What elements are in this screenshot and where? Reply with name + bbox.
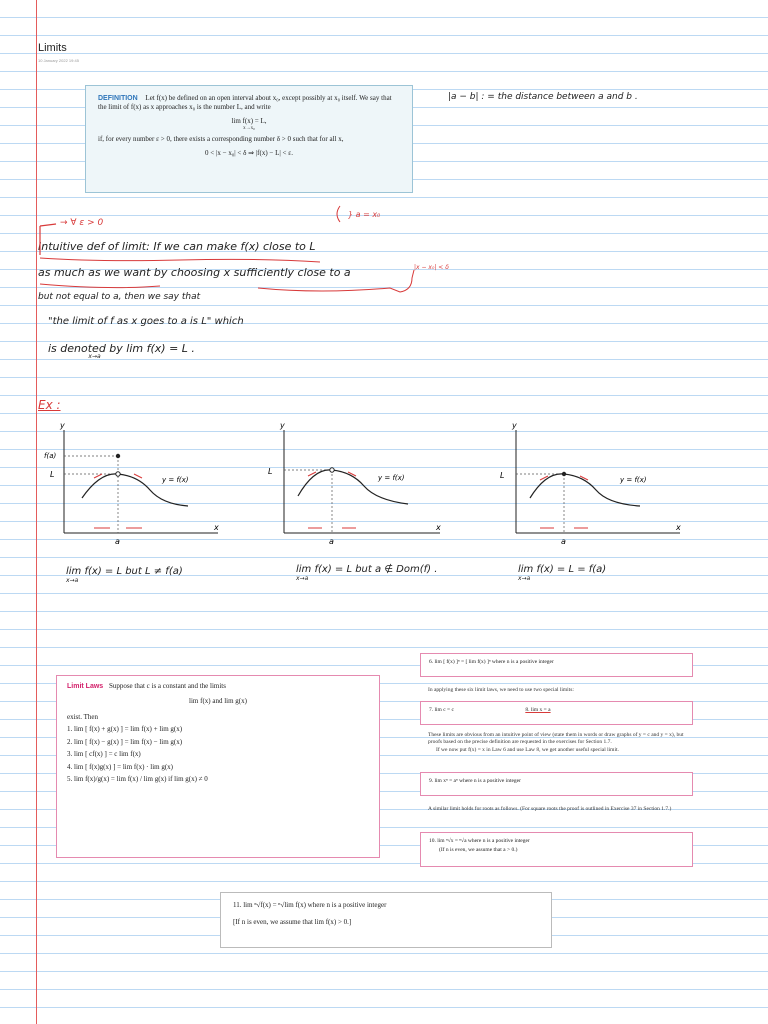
a-label: a: [115, 537, 120, 546]
law-6-box: [420, 653, 693, 677]
x-label: x: [676, 523, 681, 532]
example-label: Ex :: [38, 398, 61, 412]
intuitive-def-line-3: but not equal to a, then we say that: [38, 292, 201, 302]
a-label: a: [561, 537, 566, 546]
L-label: L: [268, 467, 273, 476]
law-10-box: [420, 832, 693, 867]
graph-1: [38, 418, 228, 548]
limit-laws-exist: exist. Then: [67, 712, 98, 721]
curve-label: y = f(x): [378, 474, 405, 482]
caption-sub: x→a: [66, 577, 79, 584]
law-1: 1. lim [ f(x) + g(x) ] = lim f(x) + lim g(x): [67, 725, 183, 734]
law-10-note: (If n is even, we assume that a > 0.): [439, 847, 518, 854]
definition-formula-sub: x→x₀: [243, 126, 255, 132]
page-title: Limits: [38, 42, 67, 54]
law-11: 11. lim ⁿ√f(x) = ⁿ√lim f(x) where n is a positive integer: [233, 901, 387, 909]
law-10: 10. lim ⁿ√x = ⁿ√a where n is a positive integer: [429, 838, 530, 844]
law-11-box: [220, 892, 552, 948]
law-11-note: [If n is even, we assume that lim f(x) > 0.]: [233, 918, 352, 927]
graph-3: [490, 418, 690, 548]
law6-note: If we now put f(x) = x in Law 6 and use Law 8, we get another useful special limit.: [436, 746, 619, 753]
intuitive-def-line-2: as much as we want by choosing x sufficiently close to a: [38, 266, 351, 279]
special-limits-intro: In applying these six limit laws, we need to use two special limits:: [428, 687, 574, 693]
filled-point: [116, 454, 120, 458]
caption-text: lim f(x) = L = f(a): [518, 564, 607, 575]
open-point: [330, 468, 334, 472]
law-9: 9. lim xⁿ = aⁿ where n is a positive integer: [429, 778, 521, 784]
law-9-box: [420, 772, 693, 796]
y-label: y: [280, 421, 285, 430]
forall-arrow: [40, 224, 56, 226]
y-label: y: [60, 421, 65, 430]
law-7: 7. lim c = c: [429, 707, 454, 713]
law-7-8-box: [420, 701, 693, 725]
definition-intro: Let f(x) be defined on an open interval about x₀, except possibly at x₀ itself. We say that the limit of f(x) as x approaches x₀ is the number L, and write: [98, 94, 392, 112]
underline-1: [40, 258, 320, 262]
intuitive-def-line-5-sub: x→a: [88, 353, 101, 360]
delta-note: |x − x₀| < δ: [414, 264, 449, 271]
caption-sub: x→a: [296, 575, 309, 582]
law-2: 2. lim [ f(x) − g(x) ] = lim f(x) − lim g(x): [67, 737, 183, 746]
roots-text: A similar limit holds for roots as follows. (For square roots the proof is outlined in Exercise 37 in Section 1.7.): [428, 806, 672, 812]
page-date: 10 January 2022 19:45: [38, 58, 79, 63]
caption-text: lim f(x) = L but L ≠ f(a): [66, 566, 183, 577]
obvious-text: These limits are obvious from an intuitive point of view (state them in words or draw graphs of y = c and y = x), but proofs based on the precise definition are requested in the exercises for Section 1.7.: [428, 732, 684, 746]
law-6: 6. lim [ f(x) ]ⁿ = [ lim f(x) ]ⁿ where n is a positive integer: [429, 659, 554, 665]
definition-implication: 0 < |x − x₀| < δ ⇒ |f(x) − L| < ε.: [205, 148, 293, 157]
distance-note: |a − b| : = the distance between a and b .: [448, 92, 638, 102]
intuitive-def-line-5-text: is denoted by lim f(x) = L .: [48, 342, 195, 355]
limit-laws-box: [56, 675, 380, 858]
intuitive-def-line-1: Intuitive def of limit: If we can make f(x) close to L: [38, 240, 316, 253]
curve-label: y = f(x): [620, 476, 647, 484]
graph-3-caption: [518, 564, 606, 582]
law-4: 4. lim [ f(x)g(x) ] = lim f(x) · lim g(x): [67, 762, 174, 771]
definition-heading: DEFINITION: [98, 95, 138, 102]
obvious-text-block: [428, 732, 698, 754]
graph-2-caption: [296, 564, 437, 582]
L-label: L: [500, 471, 505, 480]
L-label: L: [50, 470, 55, 479]
law-3: 3. lim [ cf(x) ] = c lim f(x): [67, 750, 141, 759]
open-point: [116, 472, 120, 476]
x-label: x: [436, 523, 441, 532]
curve-label: y = f(x): [162, 476, 189, 484]
forall-epsilon-note: → ∀ ε > 0: [60, 218, 104, 228]
law-5: 5. lim f(x)/g(x) = lim f(x) / lim g(x) if lim g(x) ≠ 0: [67, 775, 208, 784]
definition-formula: lim f(x) = L,: [231, 116, 267, 125]
limit-laws-intro: Suppose that c is a constant and the limits: [108, 682, 226, 690]
y-label: y: [512, 421, 517, 430]
filled-point: [562, 472, 566, 476]
limit-laws-heading: Limit Laws: [67, 683, 104, 690]
fa-label: f(a): [44, 452, 57, 460]
underline-3: [258, 270, 414, 292]
caption-sub: x→a: [518, 575, 531, 582]
law-8: 8. lim x = a: [525, 707, 551, 713]
caption-text: lim f(x) = L but a ∉ Dom(f) .: [296, 564, 438, 575]
definition-condition: if, for every number ε > 0, there exists a corresponding number δ > 0 such that for all x,: [98, 135, 344, 144]
limit-laws-intro-limits: lim f(x) and lim g(x): [189, 697, 247, 706]
a-equals-x0-note: } a = x₀: [348, 210, 381, 219]
a-label: a: [329, 537, 334, 546]
intuitive-def-line-4: "the limit of f as x goes to a is L" which: [48, 316, 244, 327]
graph-2: [260, 418, 450, 548]
x-label: x: [214, 523, 219, 532]
graph-1-caption: [66, 566, 183, 584]
brace: [337, 206, 340, 222]
underline-2: [40, 284, 160, 288]
